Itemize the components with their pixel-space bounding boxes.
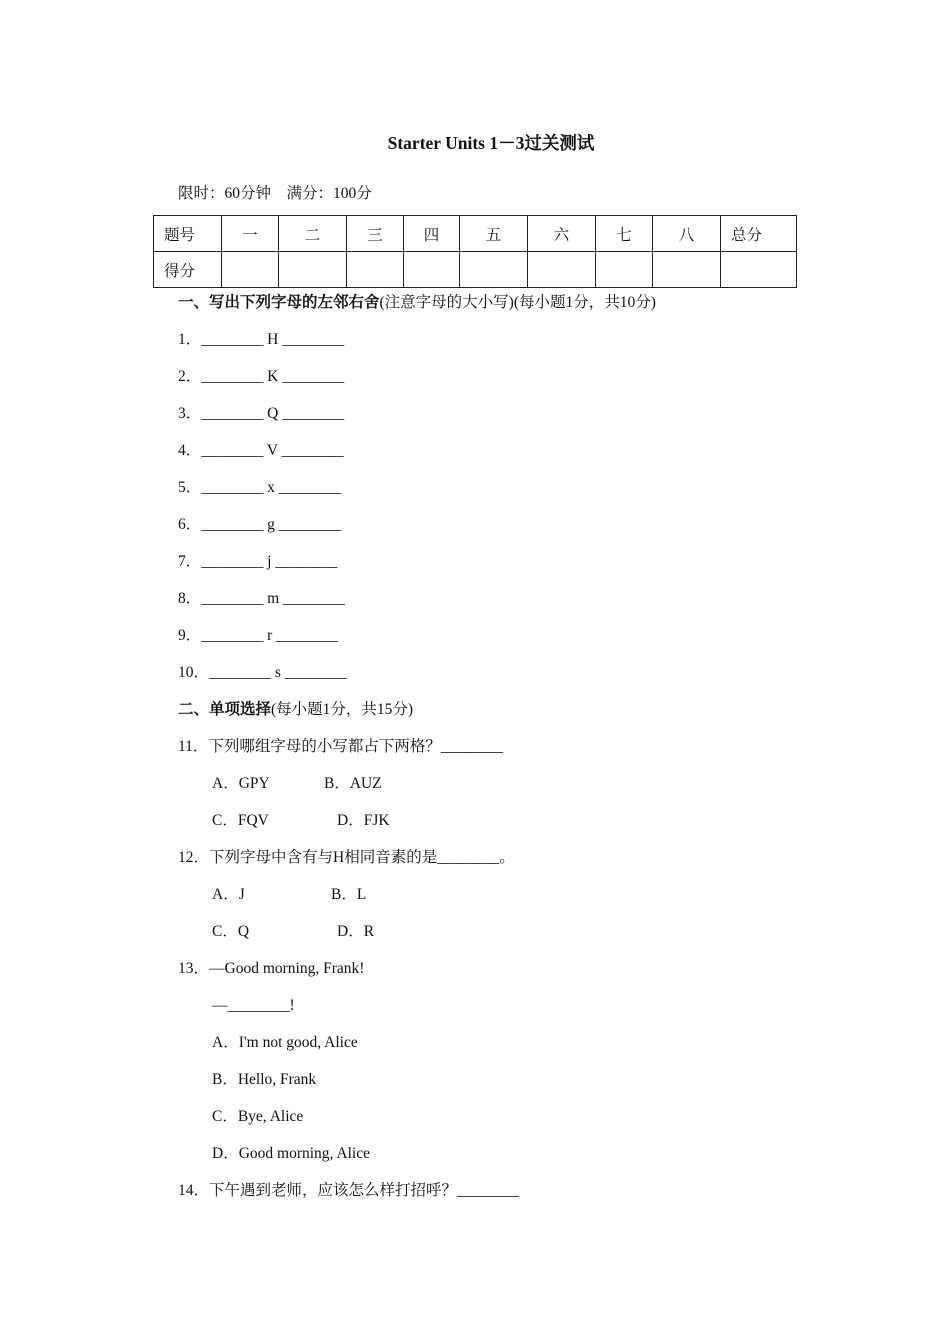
score-cell[interactable] [404, 252, 460, 288]
question-13-option-a: A．I'm not good, Alice [212, 1034, 358, 1051]
score-table [153, 215, 797, 288]
question-11-stem: 11．下列哪组字母的小写都占下两格？________ [178, 738, 503, 755]
section2-instructions: (每小题1分，共15分) [271, 701, 414, 718]
score-row-label: 得分 [154, 252, 222, 288]
letter-item: 1．________ H ________ [178, 331, 345, 348]
letter-item: 7．________ j ________ [178, 553, 338, 570]
letter-item: 9．________ r ________ [178, 627, 339, 644]
score-cell[interactable] [653, 252, 721, 288]
section1-title: 一、写出下列字母的左邻右舍 [178, 294, 380, 311]
score-table-header-cell: 六 [528, 216, 596, 252]
question-14-stem: 14．下午遇到老师，应该怎么样打招呼？________ [178, 1182, 520, 1199]
score-table-header-cell: 一 [222, 216, 279, 252]
score-table-header-cell: 题号 [154, 216, 222, 252]
question-12-option-b: B．L [331, 886, 367, 903]
letter-item: 5．________ x ________ [178, 479, 341, 496]
score-table-header-cell: 四 [404, 216, 460, 252]
question-11-option-a: A．GPY [212, 775, 270, 792]
question-13-option-d: D．Good morning, Alice [212, 1145, 370, 1162]
letter-item: 10．________ s ________ [178, 664, 347, 681]
letter-item: 2．________ K ________ [178, 368, 345, 385]
score-table-header-cell: 总分 [721, 216, 797, 252]
question-12-option-a: A．J [212, 886, 245, 903]
question-12-option-d: D．R [337, 923, 375, 940]
score-cell[interactable] [279, 252, 347, 288]
question-12-option-c: C．Q [212, 923, 250, 940]
score-table-header-cell: 二 [279, 216, 347, 252]
section2-heading [178, 702, 413, 718]
score-table-header-cell: 七 [596, 216, 653, 252]
score-cell[interactable] [721, 252, 797, 288]
letter-item: 3．________ Q ________ [178, 405, 345, 422]
letter-item: 4．________ V ________ [178, 442, 344, 459]
section1-instructions: (注意字母的大小写)(每小题1分，共10分) [379, 294, 656, 311]
score-cell[interactable] [222, 252, 279, 288]
section2-title: 二、单项选择 [178, 701, 272, 718]
question-13-stem: 13．—Good morning, Frank! [178, 960, 365, 977]
question-12-stem: 12．下列字母中含有与H相同音素的是________。 [178, 849, 515, 866]
page-title: Starter Units 1－3过关测试 [387, 133, 595, 153]
question-13-option-b: B．Hello, Frank [212, 1071, 317, 1088]
time-score-info: 限时：60分钟 满分：100分 [178, 185, 372, 202]
question-11-option-d: D．FJK [337, 812, 390, 829]
question-11-option-b: B．AUZ [324, 775, 382, 792]
score-cell[interactable] [347, 252, 404, 288]
question-13-option-c: C．Bye, Alice [212, 1108, 304, 1125]
question-13-reply: —________! [212, 997, 295, 1014]
section1-heading [178, 295, 656, 311]
score-table-header-row [154, 216, 797, 252]
score-cell[interactable] [460, 252, 528, 288]
score-table-header-cell: 八 [653, 216, 721, 252]
letter-item: 6．________ g ________ [178, 516, 341, 533]
score-table-score-row [154, 252, 797, 288]
score-table-header-cell: 三 [347, 216, 404, 252]
letter-item: 8．________ m ________ [178, 590, 346, 607]
question-11-option-c: C．FQV [212, 812, 269, 829]
score-cell[interactable] [528, 252, 596, 288]
score-cell[interactable] [596, 252, 653, 288]
score-table-header-cell: 五 [460, 216, 528, 252]
